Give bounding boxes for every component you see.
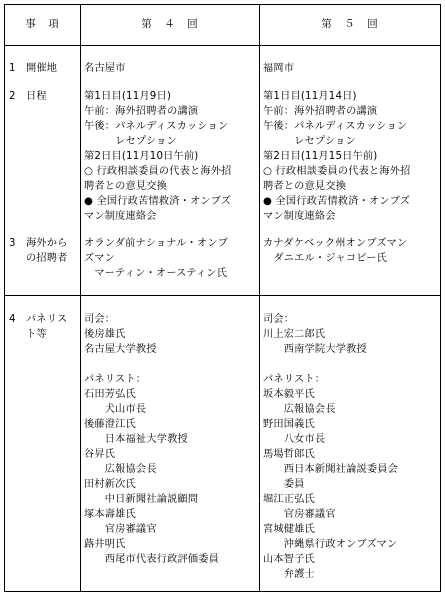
cell-line: 午前：海外招聘者の講演 — [84, 106, 199, 117]
cell-line: ダニエル・ジャコビー氏 — [263, 253, 388, 264]
cell-line: 日本福祉大学教授 — [84, 434, 188, 445]
cell-line: 官房審議官 — [84, 524, 157, 535]
cell-line: パネリスト： — [263, 374, 326, 385]
cell-line: 中日新聞社論説顧問 — [84, 494, 199, 505]
cell-line: ズマン — [84, 253, 115, 264]
cell-line: 名古屋大学教授 — [84, 344, 157, 355]
cell-line: 福岡市 — [263, 63, 295, 74]
cell-line: 宮城健雄氏 — [263, 524, 315, 535]
label-line: パネリス — [26, 314, 68, 325]
cell-line: 後房雄氏 — [84, 329, 126, 340]
cell-line: 蕗井明氏 — [84, 539, 126, 550]
cell-line: 犬山市長 — [84, 404, 147, 415]
cell-line: 西日本新聞社論説委員会 — [263, 464, 399, 475]
cell-line: 山本智子氏 — [263, 554, 315, 565]
label-line: ト等 — [26, 329, 47, 340]
guest-session-4 — [84, 236, 228, 281]
cell-line: 官房審議官 — [263, 509, 336, 520]
cell-line: 西南学院大学教授 — [263, 344, 367, 355]
row-label — [26, 61, 57, 76]
cell-line: レセプション — [263, 136, 356, 147]
cell-line: 名古屋市 — [84, 63, 126, 74]
row-number: 2 — [9, 91, 16, 102]
cell-line: 午後：パネルディスカッション — [84, 121, 229, 132]
cell-line: 第1日目(11月9日) — [84, 91, 172, 102]
cell-line: 谷昇氏 — [84, 449, 116, 460]
header-session-4: 第 ４ 回 — [141, 18, 199, 30]
cell-line: マン制度連絡会 — [263, 211, 336, 222]
cell-line: 弁護士 — [263, 569, 315, 580]
row-number: 4 — [9, 314, 16, 325]
cell-line: 石田芳弘氏 — [84, 389, 136, 400]
row-number: 1 — [9, 63, 16, 74]
cell-line: ○ 行政相談委員の代表と海外招 — [263, 166, 411, 177]
cell-line: 第1日目(11月14日) — [263, 91, 357, 102]
panelists-session-5 — [263, 312, 398, 582]
cell-line: 午前：海外招聘者の講演 — [263, 106, 378, 117]
cell-line: ○ 行政相談委員の代表と海外招 — [84, 166, 232, 177]
cell-line: 田村新次氏 — [84, 479, 136, 490]
cell-line: 聘者との意見交換 — [84, 181, 168, 192]
cell-line: マーティン・オースティン氏 — [84, 268, 228, 279]
cell-line: ● 全国行政苦情救済・オンブズ — [263, 196, 411, 207]
cell-line: オランダ前ナショナル・オンブ — [84, 238, 229, 249]
schedule-session-4 — [84, 89, 232, 224]
row-divider-3 — [4, 295, 441, 296]
cell-line: 坂本毅平氏 — [263, 389, 315, 400]
table-border-right — [440, 4, 441, 592]
cell-line — [84, 357, 219, 372]
header-item: 事 項 — [25, 18, 60, 30]
label-line: 海外から — [26, 238, 68, 249]
cell-line — [263, 357, 398, 372]
cell-line: 野田国義氏 — [263, 419, 315, 430]
cell-line: 委員 — [263, 479, 305, 490]
row-number: 3 — [9, 238, 16, 249]
cell-line: パネリスト： — [84, 374, 147, 385]
header-divider — [4, 45, 441, 46]
column-divider-2 — [259, 4, 260, 592]
row-label — [26, 236, 68, 266]
guest-session-5 — [263, 236, 407, 266]
venue-session-5 — [263, 61, 294, 76]
panelists-session-4 — [84, 312, 219, 567]
cell-line: 西尾市代表行政評価委員 — [84, 554, 220, 565]
label-line: の招聘者 — [26, 253, 68, 264]
table-border-top — [4, 4, 441, 5]
venue-session-4 — [84, 61, 126, 76]
header-session-5: 第 ５ 回 — [321, 18, 379, 30]
schedule-session-5 — [263, 89, 411, 224]
cell-line: 八女市長 — [263, 434, 326, 445]
cell-line: 馬場哲郎氏 — [263, 449, 315, 460]
cell-line: 堀江正弘氏 — [263, 494, 315, 505]
row-label — [26, 312, 67, 342]
cell-line: 聘者との意見交換 — [263, 181, 347, 192]
cell-line: 広報協会長 — [263, 404, 336, 415]
cell-line: 塚本壽雄氏 — [84, 509, 136, 520]
cell-line: カナダケベック州オンブズマン — [263, 238, 408, 249]
cell-line: 広報協会長 — [84, 464, 157, 475]
cell-line: 川上宏二郎氏 — [263, 329, 326, 340]
cell-line: 第2日目(11月15日午前) — [263, 151, 378, 162]
cell-line: 沖縄県行政オンブズマン — [263, 539, 398, 550]
cell-line: 第2日目(11月10日午前) — [84, 151, 199, 162]
label-line: 日程 — [26, 91, 47, 102]
cell-line: 午後：パネルディスカッション — [263, 121, 408, 132]
table-border-left — [4, 4, 5, 592]
cell-line: ● 全国行政苦情救済・オンブズ — [84, 196, 232, 207]
cell-line: 司会： — [263, 314, 295, 325]
cell-line: レセプション — [84, 136, 177, 147]
cell-line: マン制度連絡会 — [84, 211, 157, 222]
cell-line: 後藤澄江氏 — [84, 419, 136, 430]
cell-line: 司会： — [84, 314, 116, 325]
row-label — [26, 89, 47, 104]
label-line: 開催地 — [26, 63, 58, 74]
table-border-bottom — [4, 591, 441, 592]
column-divider-1 — [80, 4, 81, 592]
